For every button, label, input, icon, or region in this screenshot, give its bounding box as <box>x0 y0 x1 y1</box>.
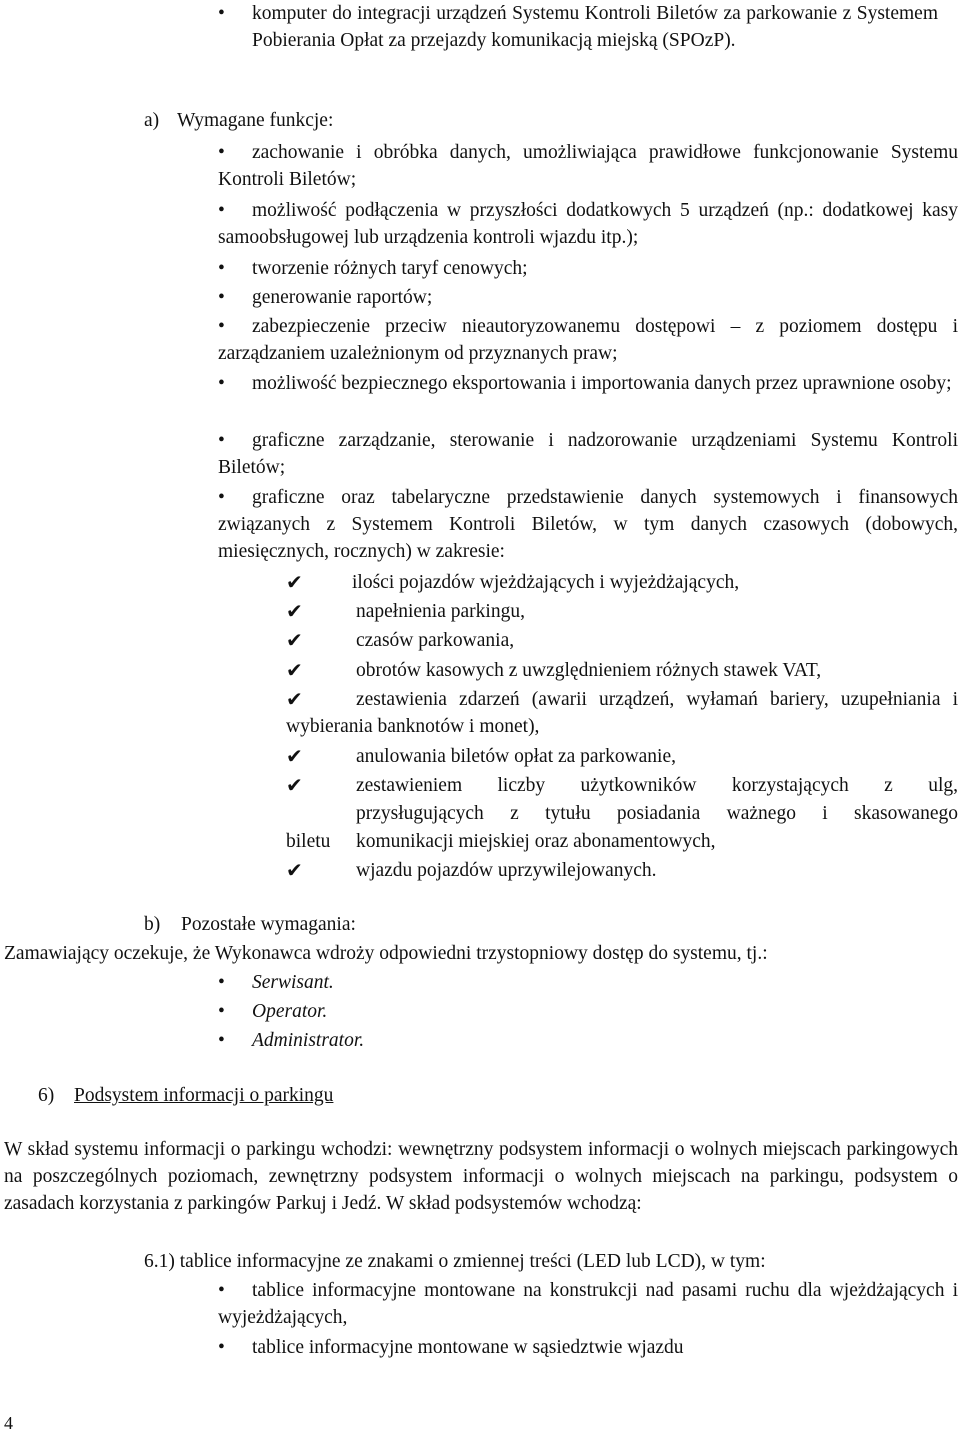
bullet-icon: • <box>218 1001 225 1022</box>
bullet-icon: • <box>218 487 225 508</box>
section-a-label: a) <box>144 110 160 131</box>
checkmark-icon: ✔ <box>286 658 303 682</box>
page-number: 4 <box>4 1413 13 1433</box>
bullet-icon: • <box>218 287 225 308</box>
bullet-icon: • <box>218 430 225 451</box>
check-item-continuation: komunikacji miejskiej oraz abonamentowych, <box>356 831 716 852</box>
role-item: Operator. <box>252 1001 328 1022</box>
check-item: wjazdu pojazdów uprzywilejowanych. <box>356 860 657 881</box>
list-item: generowanie raportów; <box>252 287 433 308</box>
bullet-icon: • <box>218 200 225 221</box>
list-item: zabezpieczenie przeciw nieautoryzowanemu dostępowi – z poziomem dostępu i zarządzaniem uzależnionym od przyznanych praw; <box>218 316 958 364</box>
check-item: zestawienia zdarzeń (awarii urządzeń, wyłamań bariery, uzupełniania i wybierania banknotów i monet), <box>286 689 958 737</box>
checkmark-icon: ✔ <box>286 570 303 594</box>
section-b-title: Pozostałe wymagania: <box>181 914 356 935</box>
check-item: czasów parkowania, <box>356 630 515 651</box>
bullet-icon: • <box>218 373 225 394</box>
list-item: tablice informacyjne montowane w sąsiedztwie wjazdu <box>252 1337 684 1358</box>
check-item-continuation: przysługujących z tytułu posiadania ważnego i skasowanego <box>356 803 958 824</box>
check-item: obrotów kasowych z uwzględnieniem różnych stawek VAT, <box>356 660 822 681</box>
section-6-number: 6) <box>38 1085 55 1106</box>
checkmark-icon: ✔ <box>286 773 303 797</box>
bullet-icon: • <box>218 258 225 279</box>
list-item: graficzne oraz tabelaryczne przedstawienie danych systemowych i finansowych związanych z Systemem Kontroli Biletów, w tym danych czasowych (dobowych, miesięcznych, rocznych) w zakresie: <box>218 487 958 562</box>
list-item: tworzenie różnych taryf cenowych; <box>252 258 528 279</box>
check-item: ilości pojazdów wjeżdżających i wyjeżdżających, <box>352 572 740 593</box>
check-item: zestawieniem liczby użytkowników korzystających z ulg, <box>356 775 958 796</box>
check-item: anulowania biletów opłat za parkowanie, <box>356 746 677 767</box>
section-b-intro: Zamawiający oczekuje, że Wykonawca wdroży odpowiedni trzystopniowy dostęp do systemu, tj.: <box>4 943 768 964</box>
section-6-subheading: 6.1) tablice informacyjne ze znakami o zmiennej treści (LED lub LCD), w tym: <box>144 1251 766 1272</box>
list-item: możliwość bezpiecznego eksportowania i importowania danych przez uprawnione osoby; <box>252 373 952 394</box>
checkmark-icon: ✔ <box>286 687 303 711</box>
list-item: możliwość podłączenia w przyszłości dodatkowych 5 urządzeń (np.: dodatkowej kasy samoobsługowej lub urządzenia kontroli wjazdu itp.); <box>218 200 958 248</box>
checkmark-icon: ✔ <box>286 628 303 652</box>
section-b-label: b) <box>144 914 161 935</box>
role-item: Administrator. <box>252 1030 365 1051</box>
list-item: graficzne zarządzanie, sterowanie i nadzorowanie urządzeniami Systemu Kontroli Biletów; <box>218 430 958 478</box>
list-item: zachowanie i obróbka danych, umożliwiająca prawidłowe funkcjonowanie Systemu Kontroli Biletów; <box>218 142 958 190</box>
section-6-title: Podsystem informacji o parkingu <box>74 1085 334 1106</box>
checkmark-icon: ✔ <box>286 599 303 623</box>
checkmark-icon: ✔ <box>286 744 303 768</box>
section-6-paragraph: W skład systemu informacji o parkingu wchodzi: wewnętrzny podsystem informacji o wolnych miejscach parkingowych na poszczególnych poziomach, zewnętrzny podsystem informacji o wolnych miejscach na parkingu, podsystem o zasadach korzystania z parkingów Parkuj i Jedź. W skład podsystemów wchodzą: <box>4 1139 958 1214</box>
check-item: napełnienia parkingu, <box>356 601 525 622</box>
top-item-text: komputer do integracji urządzeń Systemu Kontroli Biletów za parkowanie z Systemem Pobierania Opłat za przejazdy komunikacją miejską (SPOzP). <box>252 3 938 51</box>
section-a-title: Wymagane funkcje: <box>177 110 334 131</box>
checkmark-icon: ✔ <box>286 858 303 882</box>
bullet-icon: • <box>218 3 225 24</box>
bullet-icon: • <box>218 1030 225 1051</box>
role-item: Serwisant. <box>252 972 334 993</box>
list-item: tablice informacyjne montowane na konstrukcji nad pasami ruchu dla wjeżdżających i wyjeżdżających, <box>218 1280 958 1328</box>
bullet-icon: • <box>218 972 225 993</box>
bullet-icon: • <box>218 1280 225 1301</box>
bullet-icon: • <box>218 1337 225 1358</box>
check-item-continuation-prefix: biletu <box>286 831 331 852</box>
bullet-icon: • <box>218 142 225 163</box>
bullet-icon: • <box>218 316 225 337</box>
